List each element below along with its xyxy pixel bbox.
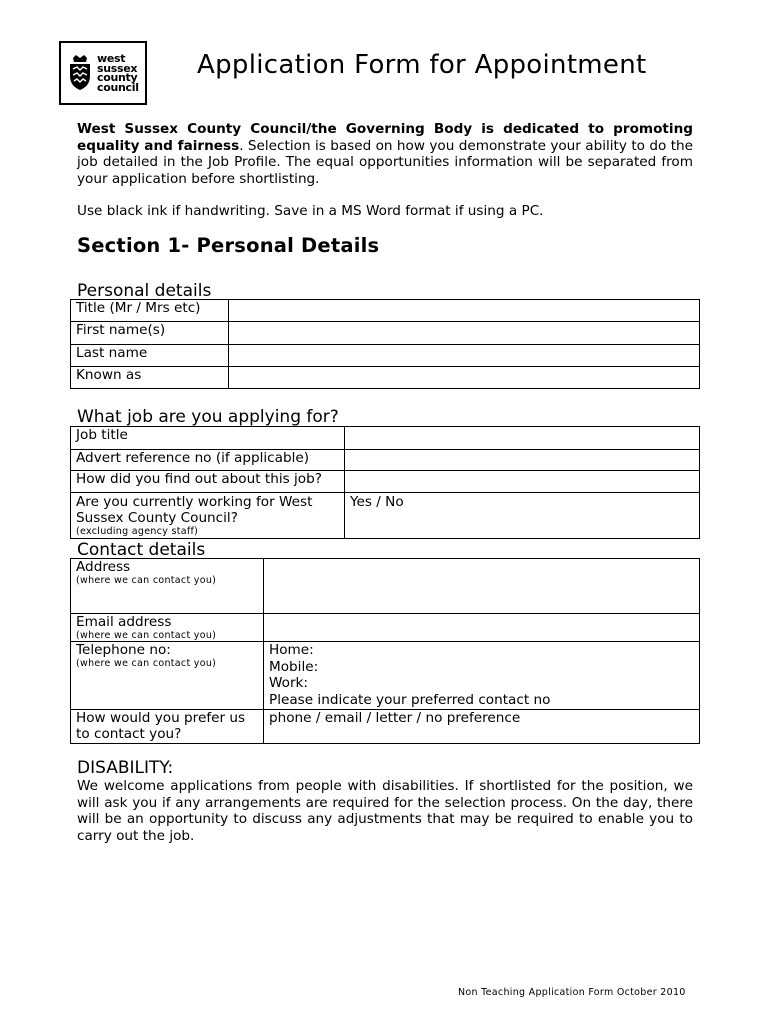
working-note: (excluding agency staff) (76, 526, 199, 537)
find-out-label: How did you find out about this job? (71, 471, 345, 493)
address-label (71, 559, 264, 614)
known-as-field[interactable] (229, 367, 700, 389)
phone-work-label: Work: (269, 675, 309, 692)
address-text: Address (76, 559, 131, 575)
telephone-label (71, 642, 264, 710)
advert-ref-label: Advert reference no (if applicable) (71, 450, 345, 471)
address-note: (where we can contact you) (76, 575, 217, 586)
personal-details-table (70, 299, 700, 389)
email-text: Email address (76, 614, 172, 630)
working-question: Are you currently working for West Sussex County Council? (76, 494, 313, 526)
disability-heading: DISABILITY: (77, 758, 174, 778)
find-out-field[interactable] (345, 471, 700, 493)
telephone-text: Telephone no: (76, 642, 171, 658)
job-table (70, 426, 700, 539)
phone-home-label: Home: (269, 642, 314, 658)
personal-details-heading: Personal details (77, 281, 212, 301)
email-note: (where we can contact you) (76, 630, 217, 641)
last-name-label: Last name (71, 345, 229, 367)
email-field[interactable] (264, 614, 700, 642)
intro-paragraph (77, 121, 693, 187)
title-label: Title (Mr / Mrs etc) (71, 300, 229, 322)
contact-preference-label: How would you prefer us to contact you? (71, 709, 264, 743)
advert-ref-field[interactable] (345, 450, 700, 471)
footer-text: Non Teaching Application Form October 2010 (458, 987, 686, 998)
ink-note: Use black ink if handwriting. Save in a MS Word format if using a PC. (77, 203, 544, 219)
intro-bold: West Sussex County Council/the Governing Body is dedicated to promoting equality and fairness (77, 121, 693, 154)
working-for-wscc-label (71, 493, 345, 539)
telephone-note: (where we can contact you) (76, 658, 217, 669)
working-answer[interactable]: Yes / No (345, 493, 700, 539)
title-field[interactable] (229, 300, 700, 322)
job-title-label: Job title (71, 427, 345, 450)
address-field[interactable] (264, 559, 700, 614)
known-as-label: Known as (71, 367, 229, 389)
contact-preference-options[interactable]: phone / email / letter / no preference (264, 709, 700, 743)
phone-preferred-note: Please indicate your preferred contact no (269, 692, 551, 709)
council-logo (59, 41, 147, 105)
job-heading: What job are you applying for? (77, 407, 339, 427)
first-name-field[interactable] (229, 322, 700, 345)
phone-mobile-label: Mobile: (269, 658, 319, 675)
section-title: Section 1- Personal Details (77, 234, 380, 257)
telephone-field[interactable] (264, 642, 700, 710)
last-name-field[interactable] (229, 345, 700, 367)
logo-text: west sussex county council (97, 52, 139, 94)
page-title: Application Form for Appointment (197, 50, 647, 80)
crest-icon (69, 55, 91, 91)
contact-heading: Contact details (77, 540, 206, 560)
job-title-field[interactable] (345, 427, 700, 450)
first-name-label: First name(s) (71, 322, 229, 345)
disability-text: We welcome applications from people with disabilities. If shortlisted for the position, we will ask you if any arrangements are required for the selection process. On the day, there will be an opportunity to discuss any adjustments that may be required to enable you to carry out the job. (77, 778, 693, 844)
email-label (71, 614, 264, 642)
intro-text: . Selection is based on how you demonstrate your ability to do the job detailed in the Job Profile. The equal opportunities information will be separated from your application before shortlisting. (77, 137, 694, 187)
contact-table (70, 558, 700, 744)
